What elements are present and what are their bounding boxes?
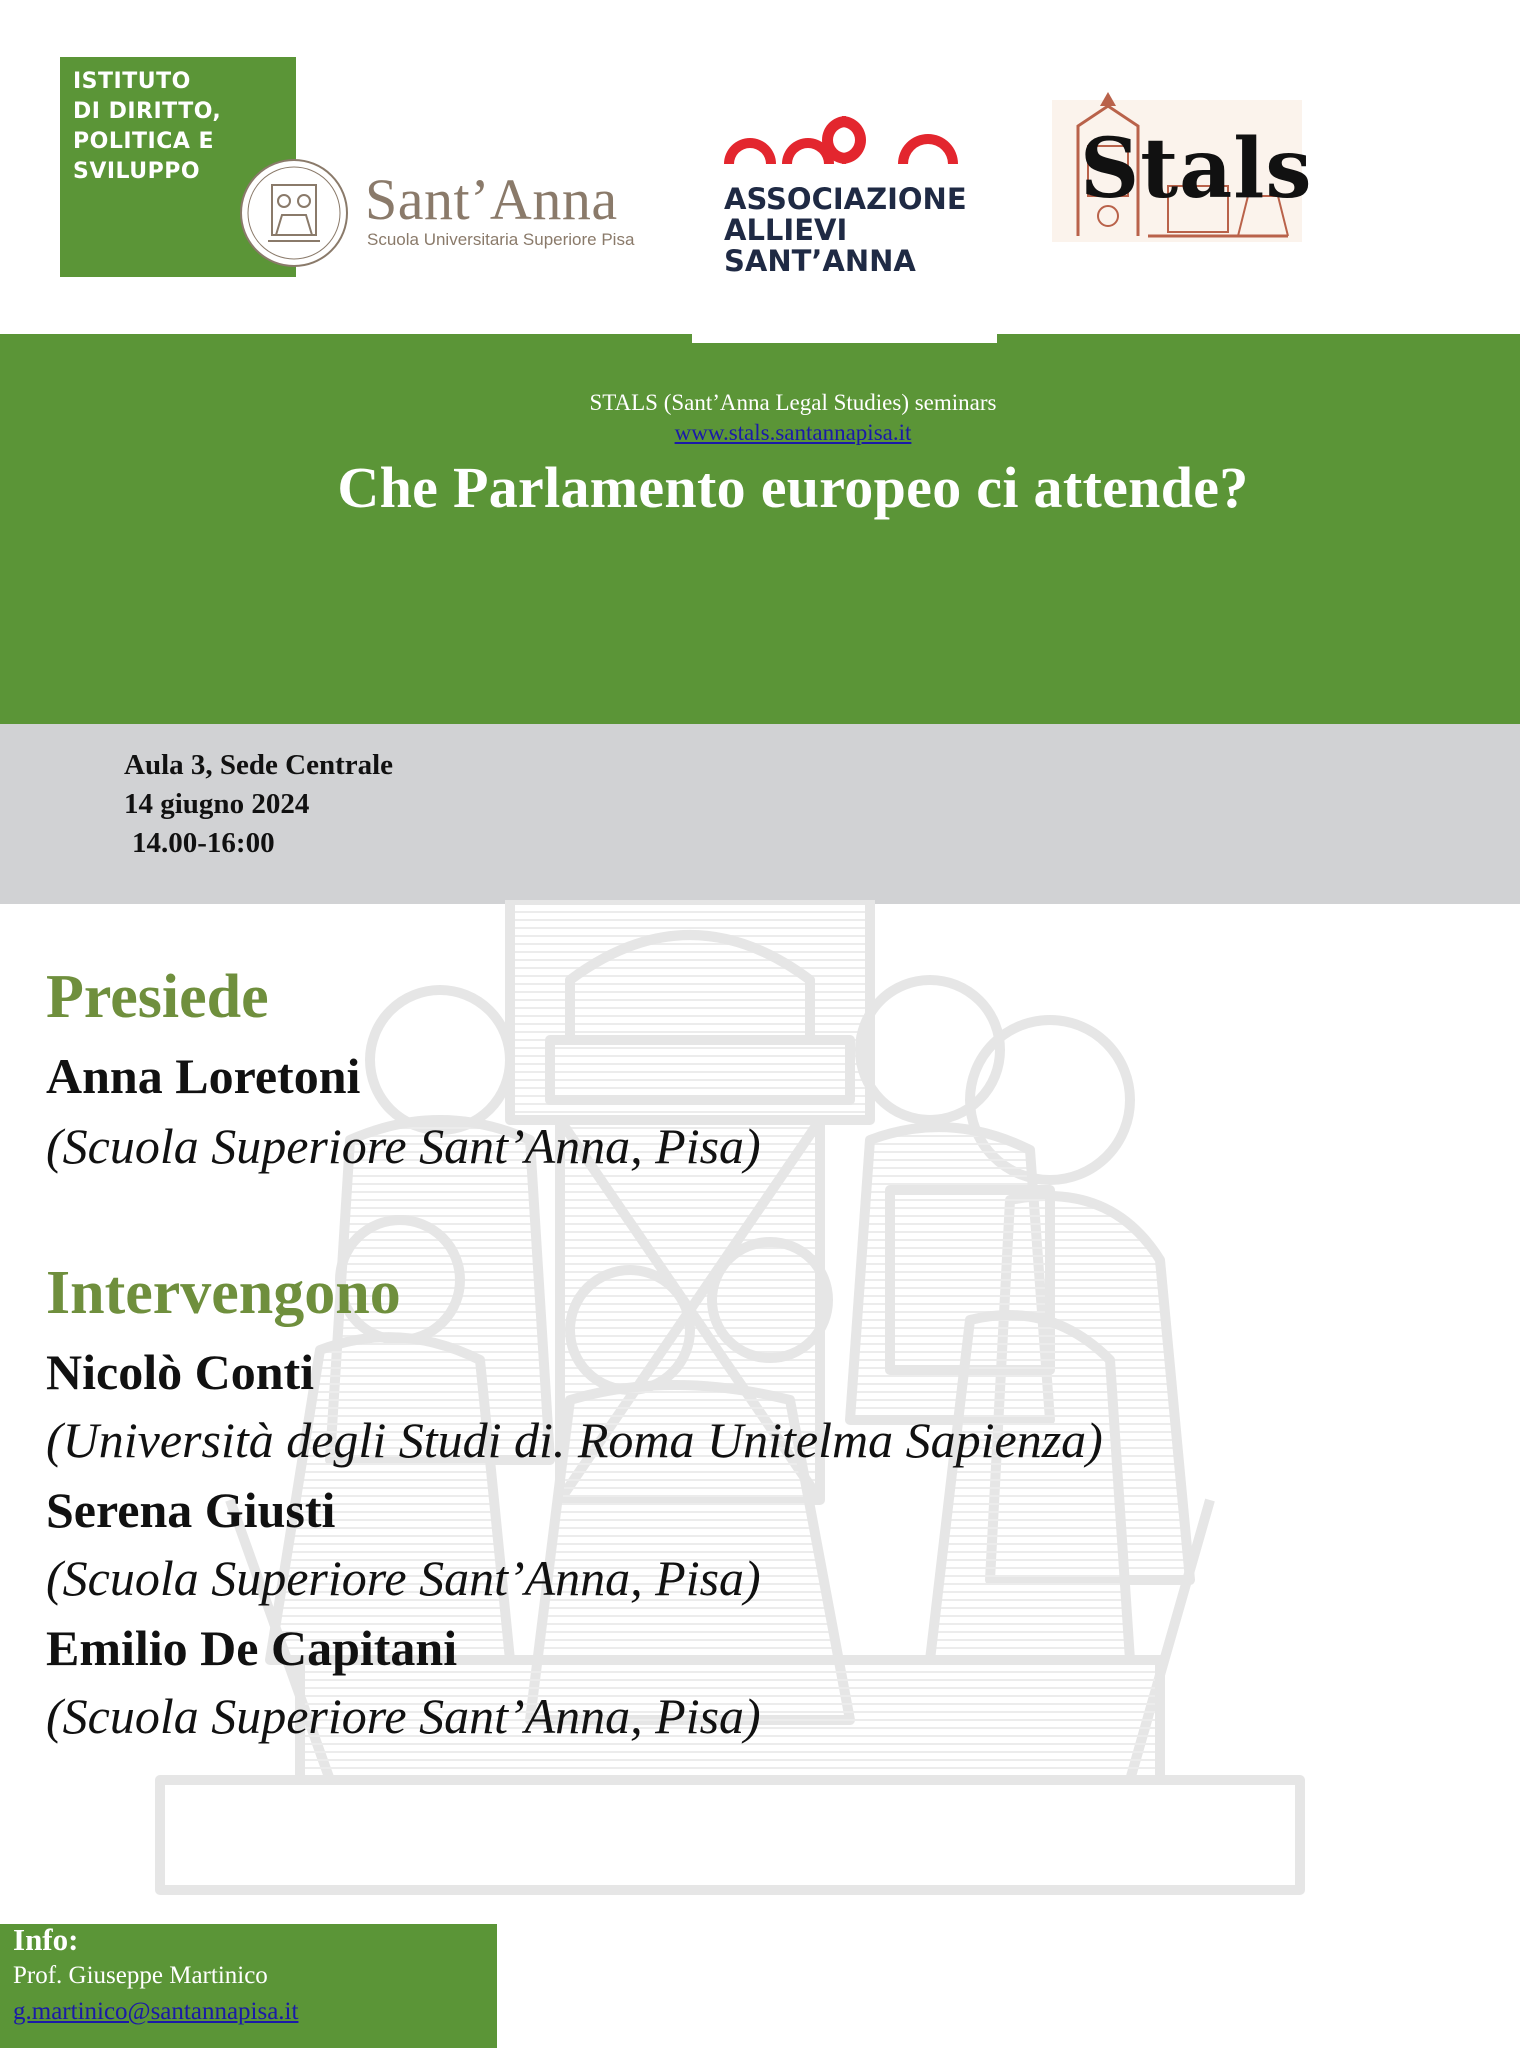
- stals-logo-text: Stals: [1080, 121, 1313, 217]
- intervengono-heading: Intervengono: [46, 1259, 401, 1327]
- banner-notch: [692, 334, 997, 343]
- speaker-name: Emilio De Capitani: [46, 1620, 458, 1676]
- speaker-affiliation: (Università degli Studi di. Roma Unitelma Sapienza): [46, 1412, 1103, 1468]
- chair-name: Anna Loretoni: [46, 1048, 361, 1104]
- seminar-series: STALS (Sant’Anna Legal Studies) seminars: [589, 390, 997, 415]
- association-name: [724, 184, 967, 277]
- association-line: ASSOCIAZIONE: [724, 182, 967, 216]
- university-name: Sant’Anna: [365, 167, 618, 232]
- institute-line: ISTITUTO: [73, 69, 191, 94]
- presiede-heading: Presiede: [46, 963, 269, 1031]
- speaker-affiliation: (Scuola Superiore Sant’Anna, Pisa): [46, 1550, 761, 1606]
- contact-person: Prof. Giuseppe Martinico: [13, 1962, 268, 1989]
- association-logo-icon: [722, 106, 967, 176]
- event-date: 14 giugno 2024: [124, 788, 310, 820]
- website-link[interactable]: www.stals.santannapisa.it: [674, 420, 912, 445]
- speaker-name: Nicolò Conti: [46, 1344, 315, 1400]
- speaker-name: Serena Giusti: [46, 1482, 336, 1538]
- association-line: ALLIEVI: [724, 213, 848, 247]
- chair-affiliation: (Scuola Superiore Sant’Anna, Pisa): [46, 1118, 761, 1174]
- institute-line: DI DIRITTO,: [73, 99, 222, 124]
- event-time: 14.00-16:00: [132, 827, 275, 859]
- info-label: Info:: [13, 1922, 79, 1957]
- santanna-seal-icon: [238, 157, 350, 269]
- institute-line: POLITICA E: [73, 129, 215, 154]
- contact-email-link[interactable]: g.martinico@santannapisa.it: [13, 1998, 299, 2025]
- university-subtitle: Scuola Universitaria Superiore Pisa: [367, 230, 635, 249]
- association-line: SANT’ANNA: [724, 244, 916, 278]
- venue: Aula 3, Sede Centrale: [124, 749, 394, 781]
- institute-line: SVILUPPO: [73, 159, 201, 184]
- speaker-affiliation: (Scuola Superiore Sant’Anna, Pisa): [46, 1688, 761, 1744]
- seminar-title: Che Parlamento europeo ci attende?: [337, 455, 1249, 520]
